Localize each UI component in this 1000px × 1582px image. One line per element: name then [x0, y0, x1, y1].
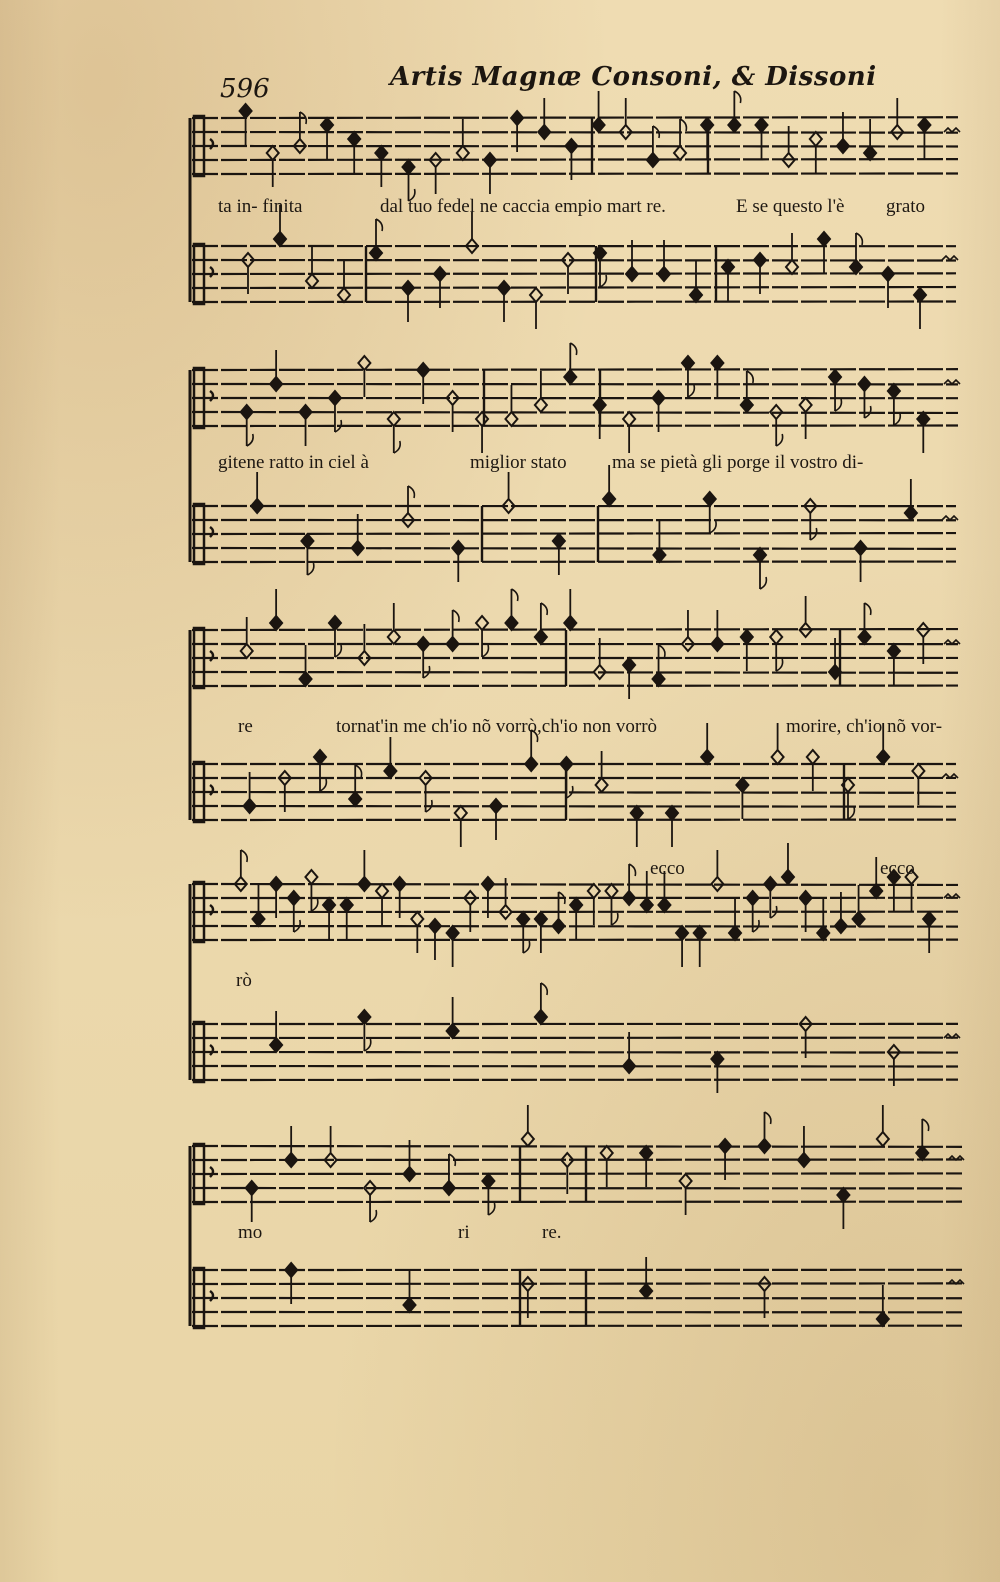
note-head — [505, 616, 517, 630]
custos-glyph — [942, 256, 958, 260]
note-head — [640, 1284, 652, 1298]
note-flag — [760, 577, 766, 589]
note-head — [403, 160, 415, 174]
note-head — [810, 132, 822, 146]
staff-line — [192, 287, 956, 288]
note-head — [623, 412, 635, 426]
running-title: Artis Magnæ Consoni, & Dissoni — [390, 62, 877, 92]
note-head — [818, 232, 830, 246]
note-head — [482, 1174, 494, 1188]
staff-line — [192, 792, 956, 793]
note-head — [429, 919, 441, 933]
note-head — [457, 146, 469, 160]
note-head — [623, 1059, 635, 1073]
note-head — [905, 506, 917, 520]
note-head — [560, 757, 572, 771]
note-head — [341, 898, 353, 912]
note-head — [850, 260, 862, 274]
note-head — [314, 750, 326, 764]
note-head — [402, 281, 414, 295]
note-flag — [848, 807, 854, 819]
note-head — [711, 1052, 723, 1066]
note-head — [505, 412, 517, 426]
note-head — [404, 1298, 416, 1312]
staff-line — [192, 1173, 962, 1174]
note-flag — [570, 343, 576, 355]
note-flag — [864, 603, 870, 615]
note-flag — [688, 385, 694, 397]
note-head — [736, 778, 748, 792]
note-head — [388, 412, 400, 426]
lyric-line: tornat'in me ch'io nõ vorrò,ch'io non vorrò — [336, 716, 658, 737]
note-head — [530, 288, 542, 302]
flat-sign-glyph — [210, 1291, 213, 1301]
note-head — [434, 267, 446, 281]
note-head — [447, 637, 459, 651]
note-head — [511, 111, 523, 125]
note-head — [877, 1312, 889, 1326]
note-head — [404, 1167, 416, 1181]
note-flag — [541, 603, 547, 615]
note-head — [855, 541, 867, 555]
note-head — [605, 884, 617, 898]
note-head — [564, 370, 576, 384]
note-head — [348, 132, 360, 146]
note-head — [623, 891, 635, 905]
note-flag — [320, 779, 326, 791]
note-head — [603, 492, 615, 506]
flat-sign-glyph — [210, 785, 213, 795]
note-head — [631, 806, 643, 820]
note-flag — [776, 434, 782, 446]
note-head — [682, 356, 694, 370]
note-head — [782, 870, 794, 884]
note-head — [538, 125, 550, 139]
flat-sign-glyph — [210, 139, 213, 149]
lyric-line: re. — [542, 1222, 562, 1243]
note-head — [301, 534, 313, 548]
note-head — [800, 398, 812, 412]
note-flag — [482, 645, 488, 657]
staff-line — [192, 884, 958, 885]
note-head — [251, 499, 263, 513]
note-head — [267, 146, 279, 160]
note-head — [858, 377, 870, 391]
note-flag — [765, 1112, 771, 1124]
lyric-line: E se questo l'è — [736, 196, 845, 217]
staff-line — [192, 1052, 958, 1053]
note-head — [358, 356, 370, 370]
note-head — [858, 630, 870, 644]
note-head — [535, 912, 547, 926]
lyric-line: grato — [886, 196, 926, 217]
note-head — [888, 644, 900, 658]
note-flag — [408, 486, 414, 498]
note-head — [323, 898, 335, 912]
staff-line — [192, 369, 958, 370]
note-head — [455, 806, 467, 820]
note-head — [916, 1146, 928, 1160]
note-flag — [335, 645, 341, 657]
note-head — [443, 1181, 455, 1195]
note-head — [447, 926, 459, 940]
note-head — [817, 926, 829, 940]
note-head — [594, 398, 606, 412]
flat-sign-glyph — [210, 391, 213, 401]
custos-glyph — [944, 128, 960, 132]
note-head — [358, 877, 370, 891]
staff-line — [192, 273, 956, 274]
lyric-line: rò — [236, 970, 252, 991]
note-flag — [894, 413, 900, 425]
flat-sign-glyph — [210, 651, 213, 661]
note-head — [305, 870, 317, 884]
note-head — [240, 104, 252, 118]
note-head — [452, 541, 464, 555]
note-head — [349, 792, 361, 806]
note-head — [329, 391, 341, 405]
note-head — [918, 118, 930, 132]
note-head — [690, 288, 702, 302]
note-head — [394, 877, 406, 891]
note-head — [490, 799, 502, 813]
note-flag — [488, 1203, 494, 1215]
note-head — [417, 637, 429, 651]
note-head — [270, 877, 282, 891]
note-head — [384, 764, 396, 778]
note-head — [535, 398, 547, 412]
flat-sign-glyph — [210, 267, 213, 277]
note-flag — [776, 659, 782, 671]
note-head — [553, 919, 565, 933]
note-head — [728, 118, 740, 132]
note-head — [676, 926, 688, 940]
note-flag — [835, 399, 841, 411]
note-head — [588, 884, 600, 898]
note-head — [666, 806, 678, 820]
note-head — [719, 1139, 731, 1153]
staff-line — [192, 1283, 962, 1284]
note-head — [837, 139, 849, 153]
note-head — [877, 750, 889, 764]
lyric-line: ta in- finita — [218, 196, 303, 217]
note-head — [476, 616, 488, 630]
note-head — [565, 139, 577, 153]
note-head — [772, 750, 784, 764]
note-head — [270, 616, 282, 630]
note-head — [626, 267, 638, 281]
note-head — [747, 891, 759, 905]
note-head — [288, 891, 300, 905]
note-head — [300, 672, 312, 686]
note-flag — [355, 765, 361, 777]
note-flag — [307, 563, 313, 575]
note-head — [352, 541, 364, 555]
note-head — [674, 146, 686, 160]
note-head — [653, 548, 665, 562]
note-head — [484, 153, 496, 167]
note-head — [680, 1174, 692, 1188]
note-head — [601, 1146, 613, 1160]
note-head — [764, 877, 776, 891]
note-head — [864, 146, 876, 160]
note-head — [274, 232, 286, 246]
note-head — [701, 118, 713, 132]
note-head — [241, 405, 253, 419]
note-head — [800, 891, 812, 905]
lyric-line: ecco — [880, 858, 915, 879]
note-flag — [659, 645, 665, 657]
note-head — [482, 877, 494, 891]
note-head — [623, 658, 635, 672]
note-head — [923, 912, 935, 926]
note-head — [658, 898, 670, 912]
staff-line — [192, 1146, 962, 1147]
note-head — [498, 281, 510, 295]
note-head — [270, 1038, 282, 1052]
note-head — [241, 644, 253, 658]
note-head — [829, 370, 841, 384]
lyric-line: ri — [458, 1222, 470, 1243]
note-flag — [394, 441, 400, 453]
note-head — [376, 884, 388, 898]
flat-sign-glyph — [210, 527, 213, 537]
note-head — [658, 267, 670, 281]
note-head — [640, 1146, 652, 1160]
lyric-line: dal tuo fedel ne caccia empio mart re. — [380, 196, 666, 217]
staff-line — [192, 806, 956, 807]
note-head — [914, 288, 926, 302]
staff-line — [192, 629, 958, 630]
note-flag — [376, 219, 382, 231]
note-head — [704, 492, 716, 506]
lyric-line: morire, ch'io nõ vor- — [786, 716, 943, 737]
note-head — [912, 764, 924, 778]
note-head — [244, 799, 256, 813]
note-head — [853, 912, 865, 926]
note-head — [306, 274, 318, 288]
note-head — [417, 363, 429, 377]
note-head — [411, 912, 423, 926]
note-head — [321, 118, 333, 132]
note-head — [522, 1132, 534, 1146]
note-flag — [710, 521, 716, 533]
note-flag — [611, 913, 617, 925]
note-head — [370, 246, 382, 260]
note-head — [653, 672, 665, 686]
note-head — [447, 1024, 459, 1038]
note-flag — [747, 371, 753, 383]
note-head — [596, 778, 608, 792]
flat-sign-glyph — [210, 1045, 213, 1055]
note-flag — [922, 1119, 928, 1131]
note-head — [741, 630, 753, 644]
note-flag — [311, 899, 317, 911]
note-head — [917, 412, 929, 426]
note-head — [870, 884, 882, 898]
note-head — [882, 267, 894, 281]
note-head — [770, 630, 782, 644]
note-head — [729, 926, 741, 940]
note-head — [252, 912, 264, 926]
note-flag — [511, 589, 517, 601]
note-head — [754, 548, 766, 562]
note-head — [476, 412, 488, 426]
note-head — [641, 898, 653, 912]
note-flag — [247, 434, 253, 446]
note-head — [553, 534, 565, 548]
note-flag — [370, 1210, 376, 1222]
note-flag — [453, 610, 459, 622]
note-head — [564, 616, 576, 630]
note-head — [807, 750, 819, 764]
note-flag — [241, 850, 247, 862]
note-head — [722, 260, 734, 274]
note-head — [517, 912, 529, 926]
note-head — [285, 1153, 297, 1167]
note-head — [798, 1153, 810, 1167]
flat-sign-glyph — [210, 1167, 213, 1177]
note-flag — [364, 1039, 370, 1051]
note-head — [653, 391, 665, 405]
flat-sign-glyph — [210, 905, 213, 915]
note-flag — [523, 941, 529, 953]
note-head — [711, 356, 723, 370]
note-head — [375, 146, 387, 160]
note-head — [593, 118, 605, 132]
note-head — [338, 288, 350, 302]
note-head — [888, 384, 900, 398]
note-head — [535, 1010, 547, 1024]
note-head — [711, 637, 723, 651]
note-head — [535, 630, 547, 644]
note-head — [358, 1010, 370, 1024]
page-number: 596 — [220, 74, 270, 104]
note-flag — [541, 983, 547, 995]
note-flag — [600, 275, 606, 287]
lyric-line: re — [238, 716, 253, 737]
note-head — [570, 898, 582, 912]
note-head — [786, 260, 798, 274]
note-flag — [680, 119, 686, 131]
note-flag — [856, 233, 862, 245]
note-head — [877, 1132, 889, 1146]
note-head — [741, 398, 753, 412]
note-head — [246, 1181, 258, 1195]
note-head — [300, 405, 312, 419]
note-head — [701, 750, 713, 764]
note-head — [270, 377, 282, 391]
note-head — [525, 757, 537, 771]
lyric-line: gitene ratto in ciel à — [218, 452, 369, 473]
note-head — [754, 253, 766, 267]
note-head — [647, 153, 659, 167]
staff-line — [192, 159, 958, 160]
note-head — [285, 1263, 297, 1277]
staff-line — [192, 1066, 958, 1067]
note-flag — [734, 91, 740, 103]
note-head — [756, 118, 768, 132]
note-head — [694, 926, 706, 940]
note-head — [759, 1139, 771, 1153]
note-head — [329, 616, 341, 630]
note-flag — [629, 864, 635, 876]
lyric-line: miglior stato — [470, 452, 567, 473]
note-head — [837, 1188, 849, 1202]
lyric-line: ma se pietà gli porge il vostro di- — [612, 452, 864, 473]
note-head — [388, 630, 400, 644]
staff-line — [192, 173, 958, 174]
note-head — [835, 919, 847, 933]
lyric-line: mo — [238, 1222, 263, 1243]
lyric-line: ecco — [650, 858, 685, 879]
